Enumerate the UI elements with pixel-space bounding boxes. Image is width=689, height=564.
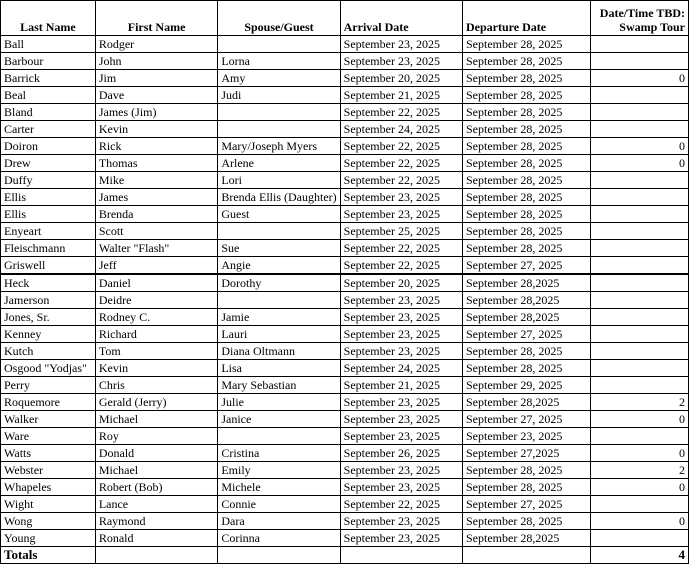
cell-swamp-tour[interactable]: 0 [591, 411, 689, 428]
totals-cell[interactable] [95, 547, 218, 564]
cell-last-name[interactable]: Jamerson [1, 292, 96, 309]
totals-cell[interactable] [463, 547, 591, 564]
cell-last-name[interactable]: Carter [1, 121, 96, 138]
cell-last-name[interactable]: Roquemore [1, 394, 96, 411]
col-header-first-name[interactable]: First Name [95, 1, 218, 36]
totals-cell[interactable] [218, 547, 340, 564]
cell-departure-date[interactable]: September 28, 2025 [463, 138, 591, 155]
cell-first-name[interactable]: Lance [95, 496, 218, 513]
cell-last-name[interactable]: Watts [1, 445, 96, 462]
col-header-last-name[interactable]: Last Name [1, 1, 96, 36]
cell-swamp-tour[interactable] [591, 172, 689, 189]
cell-departure-date[interactable]: September 28, 2025 [463, 53, 591, 70]
cell-first-name[interactable]: Donald [95, 445, 218, 462]
cell-last-name[interactable]: Beal [1, 87, 96, 104]
cell-last-name[interactable]: Kenney [1, 326, 96, 343]
cell-first-name[interactable]: Jim [95, 70, 218, 87]
cell-swamp-tour[interactable] [591, 104, 689, 121]
cell-arrival-date[interactable]: September 22, 2025 [340, 155, 462, 172]
cell-last-name[interactable]: Ellis [1, 206, 96, 223]
cell-spouse-guest[interactable]: Diana Oltmann [218, 343, 340, 360]
totals-swamp-tour[interactable]: 4 [591, 547, 689, 564]
cell-swamp-tour[interactable] [591, 223, 689, 240]
cell-last-name[interactable]: Walker [1, 411, 96, 428]
cell-first-name[interactable]: Daniel [95, 274, 218, 292]
cell-swamp-tour[interactable]: 2 [591, 394, 689, 411]
cell-first-name[interactable]: Tom [95, 343, 218, 360]
cell-arrival-date[interactable]: September 22, 2025 [340, 496, 462, 513]
cell-swamp-tour[interactable] [591, 360, 689, 377]
table-row [1, 155, 689, 172]
table-row [1, 53, 689, 70]
table-row [1, 240, 689, 257]
cell-spouse-guest[interactable]: Emily [218, 462, 340, 479]
cell-spouse-guest[interactable] [218, 36, 340, 53]
cell-first-name[interactable]: Robert (Bob) [95, 479, 218, 496]
col-header-spouse-guest[interactable]: Spouse/Guest [218, 1, 340, 36]
table-row [1, 274, 689, 292]
cell-arrival-date[interactable]: September 23, 2025 [340, 530, 462, 547]
cell-departure-date[interactable]: September 28,2025 [463, 530, 591, 547]
col-header-swamp-tour[interactable] [591, 1, 689, 36]
cell-swamp-tour[interactable]: 0 [591, 445, 689, 462]
cell-spouse-guest[interactable]: Lori [218, 172, 340, 189]
cell-swamp-tour[interactable] [591, 326, 689, 343]
cell-last-name[interactable]: Ball [1, 36, 96, 53]
cell-swamp-tour[interactable]: 0 [591, 155, 689, 172]
table-row [1, 479, 689, 496]
cell-first-name[interactable]: Ronald [95, 530, 218, 547]
table-row [1, 496, 689, 513]
table-row [1, 445, 689, 462]
cell-departure-date[interactable]: September 27, 2025 [463, 326, 591, 343]
cell-swamp-tour[interactable] [591, 377, 689, 394]
cell-arrival-date[interactable]: September 23, 2025 [340, 411, 462, 428]
cell-last-name[interactable]: Jones, Sr. [1, 309, 96, 326]
cell-last-name[interactable]: Duffy [1, 172, 96, 189]
cell-arrival-date[interactable]: September 24, 2025 [340, 121, 462, 138]
cell-spouse-guest[interactable]: Judi [218, 87, 340, 104]
cell-departure-date[interactable]: September 29, 2025 [463, 377, 591, 394]
cell-swamp-tour[interactable] [591, 87, 689, 104]
cell-arrival-date[interactable]: September 23, 2025 [340, 462, 462, 479]
header-row [1, 1, 689, 36]
col-header-departure-date[interactable]: Departure Date [463, 1, 591, 36]
cell-spouse-guest[interactable]: Janice [218, 411, 340, 428]
cell-swamp-tour[interactable] [591, 206, 689, 223]
cell-arrival-date[interactable]: September 23, 2025 [340, 206, 462, 223]
cell-first-name[interactable]: Roy [95, 428, 218, 445]
cell-first-name[interactable]: Dave [95, 87, 218, 104]
cell-last-name[interactable]: Ellis [1, 189, 96, 206]
cell-arrival-date[interactable]: September 20, 2025 [340, 70, 462, 87]
cell-swamp-tour[interactable] [591, 428, 689, 445]
cell-arrival-date[interactable]: September 21, 2025 [340, 377, 462, 394]
cell-first-name[interactable]: Chris [95, 377, 218, 394]
cell-departure-date[interactable]: September 28, 2025 [463, 479, 591, 496]
cell-departure-date[interactable]: September 28, 2025 [463, 223, 591, 240]
table-row [1, 394, 689, 411]
table-row [1, 70, 689, 87]
table-row [1, 121, 689, 138]
cell-spouse-guest[interactable]: Guest [218, 206, 340, 223]
cell-last-name[interactable]: Enyeart [1, 223, 96, 240]
cell-departure-date[interactable]: September 28, 2025 [463, 36, 591, 53]
cell-first-name[interactable]: Walter "Flash" [95, 240, 218, 257]
table-row [1, 377, 689, 394]
cell-departure-date[interactable]: September 28,2025 [463, 274, 591, 292]
cell-first-name[interactable]: Brenda [95, 206, 218, 223]
cell-swamp-tour[interactable] [591, 121, 689, 138]
cell-departure-date[interactable]: September 27, 2025 [463, 411, 591, 428]
cell-departure-date[interactable]: September 28, 2025 [463, 121, 591, 138]
cell-swamp-tour[interactable] [591, 292, 689, 309]
cell-spouse-guest[interactable]: Julie [218, 394, 340, 411]
cell-departure-date[interactable]: September 28, 2025 [463, 189, 591, 206]
cell-swamp-tour[interactable]: 0 [591, 70, 689, 87]
cell-swamp-tour[interactable] [591, 309, 689, 326]
cell-last-name[interactable]: Bland [1, 104, 96, 121]
cell-swamp-tour[interactable] [591, 274, 689, 292]
cell-spouse-guest[interactable]: Cristina [218, 445, 340, 462]
table-row [1, 189, 689, 206]
cell-swamp-tour[interactable] [591, 240, 689, 257]
cell-spouse-guest[interactable]: Dorothy [218, 274, 340, 292]
table-row [1, 292, 689, 309]
cell-last-name[interactable]: Barrick [1, 70, 96, 87]
cell-arrival-date[interactable]: September 23, 2025 [340, 343, 462, 360]
cell-departure-date[interactable]: September 27, 2025 [463, 496, 591, 513]
cell-arrival-date[interactable]: September 23, 2025 [340, 309, 462, 326]
cell-last-name[interactable]: Wight [1, 496, 96, 513]
cell-swamp-tour[interactable] [591, 53, 689, 70]
cell-departure-date[interactable]: September 28,2025 [463, 394, 591, 411]
cell-arrival-date[interactable]: September 23, 2025 [340, 513, 462, 530]
cell-last-name[interactable]: Webster [1, 462, 96, 479]
cell-spouse-guest[interactable]: Lauri [218, 326, 340, 343]
cell-arrival-date[interactable]: September 24, 2025 [340, 360, 462, 377]
totals-cell[interactable] [340, 547, 462, 564]
cell-first-name[interactable]: John [95, 53, 218, 70]
cell-spouse-guest[interactable]: Dara [218, 513, 340, 530]
table-row [1, 513, 689, 530]
cell-first-name[interactable]: Scott [95, 223, 218, 240]
cell-first-name[interactable]: Rodger [95, 36, 218, 53]
cell-first-name[interactable]: Gerald (Jerry) [95, 394, 218, 411]
cell-departure-date[interactable]: September 28, 2025 [463, 155, 591, 172]
cell-first-name[interactable]: James [95, 189, 218, 206]
cell-spouse-guest[interactable]: Brenda Ellis (Daughter) [218, 189, 340, 206]
cell-spouse-guest[interactable] [218, 223, 340, 240]
cell-departure-date[interactable]: September 28, 2025 [463, 206, 591, 223]
cell-last-name[interactable]: Ware [1, 428, 96, 445]
cell-departure-date[interactable]: September 28,2025 [463, 292, 591, 309]
cell-arrival-date[interactable]: September 21, 2025 [340, 87, 462, 104]
col-header-swamp-tour-line1: Date/Time TBD: [599, 6, 685, 20]
cell-first-name[interactable]: Thomas [95, 155, 218, 172]
cell-last-name[interactable]: Kutch [1, 343, 96, 360]
cell-first-name[interactable]: Jeff [95, 257, 218, 275]
cell-spouse-guest[interactable]: Michele [218, 479, 340, 496]
table-row [1, 530, 689, 547]
cell-arrival-date[interactable]: September 22, 2025 [340, 104, 462, 121]
table-row [1, 206, 689, 223]
table-row [1, 462, 689, 479]
table-row [1, 326, 689, 343]
cell-spouse-guest[interactable] [218, 104, 340, 121]
col-header-swamp-tour-line2: Swamp Tour [619, 20, 685, 34]
cell-last-name[interactable]: Heck [1, 274, 96, 292]
table-row [1, 343, 689, 360]
cell-departure-date[interactable]: September 28, 2025 [463, 343, 591, 360]
table-row [1, 104, 689, 121]
cell-arrival-date[interactable]: September 26, 2025 [340, 445, 462, 462]
table-row [1, 223, 689, 240]
cell-departure-date[interactable]: September 27, 2025 [463, 257, 591, 275]
cell-arrival-date[interactable]: September 23, 2025 [340, 53, 462, 70]
table-body [1, 36, 689, 547]
cell-swamp-tour[interactable] [591, 496, 689, 513]
cell-departure-date[interactable]: September 28, 2025 [463, 360, 591, 377]
cell-first-name[interactable]: Michael [95, 411, 218, 428]
cell-swamp-tour[interactable] [591, 530, 689, 547]
cell-last-name[interactable]: Griswell [1, 257, 96, 275]
cell-last-name[interactable]: Fleischmann [1, 240, 96, 257]
cell-swamp-tour[interactable]: 2 [591, 462, 689, 479]
cell-arrival-date[interactable]: September 23, 2025 [340, 292, 462, 309]
cell-departure-date[interactable]: September 28, 2025 [463, 87, 591, 104]
cell-arrival-date[interactable]: September 22, 2025 [340, 138, 462, 155]
cell-departure-date[interactable]: September 28,2025 [463, 309, 591, 326]
cell-last-name[interactable]: Wong [1, 513, 96, 530]
cell-last-name[interactable]: Whapeles [1, 479, 96, 496]
table-row [1, 360, 689, 377]
cell-swamp-tour[interactable]: 0 [591, 138, 689, 155]
cell-swamp-tour[interactable]: 0 [591, 479, 689, 496]
col-header-arrival-date[interactable]: Arrival Date [340, 1, 462, 36]
cell-spouse-guest[interactable] [218, 121, 340, 138]
cell-spouse-guest[interactable]: Sue [218, 240, 340, 257]
cell-swamp-tour[interactable]: 0 [591, 513, 689, 530]
cell-last-name[interactable]: Barbour [1, 53, 96, 70]
cell-arrival-date[interactable]: September 23, 2025 [340, 479, 462, 496]
cell-departure-date[interactable]: September 28, 2025 [463, 104, 591, 121]
totals-row [1, 547, 689, 564]
cell-first-name[interactable]: Richard [95, 326, 218, 343]
table-row [1, 36, 689, 53]
cell-first-name[interactable]: James (Jim) [95, 104, 218, 121]
cell-first-name[interactable]: Raymond [95, 513, 218, 530]
cell-arrival-date[interactable]: September 25, 2025 [340, 223, 462, 240]
cell-spouse-guest[interactable]: Jamie [218, 309, 340, 326]
cell-last-name[interactable]: Young [1, 530, 96, 547]
cell-swamp-tour[interactable] [591, 189, 689, 206]
cell-spouse-guest[interactable]: Lisa [218, 360, 340, 377]
cell-arrival-date[interactable]: September 23, 2025 [340, 36, 462, 53]
cell-first-name[interactable]: Deidre [95, 292, 218, 309]
cell-last-name[interactable]: Drew [1, 155, 96, 172]
cell-departure-date[interactable]: September 27,2025 [463, 445, 591, 462]
table-row [1, 309, 689, 326]
cell-arrival-date[interactable]: September 22, 2025 [340, 172, 462, 189]
cell-arrival-date[interactable]: September 23, 2025 [340, 394, 462, 411]
cell-spouse-guest[interactable]: Amy [218, 70, 340, 87]
table-row [1, 172, 689, 189]
cell-spouse-guest[interactable]: Mary/Joseph Myers [218, 138, 340, 155]
cell-departure-date[interactable]: September 28, 2025 [463, 462, 591, 479]
cell-first-name[interactable]: Rick [95, 138, 218, 155]
cell-arrival-date[interactable]: September 22, 2025 [340, 257, 462, 275]
cell-departure-date[interactable]: September 28, 2025 [463, 70, 591, 87]
table-row [1, 257, 689, 275]
cell-spouse-guest[interactable]: Angie [218, 257, 340, 275]
cell-first-name[interactable]: Kevin [95, 121, 218, 138]
cell-arrival-date[interactable]: September 20, 2025 [340, 274, 462, 292]
cell-departure-date[interactable]: September 23, 2025 [463, 428, 591, 445]
cell-last-name[interactable]: Osgood "Yodjas" [1, 360, 96, 377]
cell-swamp-tour[interactable] [591, 257, 689, 275]
cell-first-name[interactable]: Kevin [95, 360, 218, 377]
cell-arrival-date[interactable]: September 23, 2025 [340, 189, 462, 206]
cell-spouse-guest[interactable] [218, 428, 340, 445]
cell-departure-date[interactable]: September 28, 2025 [463, 172, 591, 189]
cell-departure-date[interactable]: September 28, 2025 [463, 513, 591, 530]
cell-spouse-guest[interactable]: Connie [218, 496, 340, 513]
cell-swamp-tour[interactable] [591, 343, 689, 360]
cell-arrival-date[interactable]: September 22, 2025 [340, 240, 462, 257]
table-row [1, 87, 689, 104]
cell-swamp-tour[interactable] [591, 36, 689, 53]
cell-first-name[interactable]: Mike [95, 172, 218, 189]
table-row [1, 428, 689, 445]
cell-arrival-date[interactable]: September 23, 2025 [340, 428, 462, 445]
table-row [1, 138, 689, 155]
cell-spouse-guest[interactable]: Mary Sebastian [218, 377, 340, 394]
cell-spouse-guest[interactable]: Arlene [218, 155, 340, 172]
cell-spouse-guest[interactable]: Corinna [218, 530, 340, 547]
cell-last-name[interactable]: Perry [1, 377, 96, 394]
cell-last-name[interactable]: Doiron [1, 138, 96, 155]
table-row [1, 411, 689, 428]
cell-departure-date[interactable]: September 28, 2025 [463, 240, 591, 257]
cell-first-name[interactable]: Michael [95, 462, 218, 479]
totals-label[interactable]: Totals [1, 547, 96, 564]
cell-arrival-date[interactable]: September 23, 2025 [340, 326, 462, 343]
cell-spouse-guest[interactable]: Lorna [218, 53, 340, 70]
cell-spouse-guest[interactable] [218, 292, 340, 309]
cell-first-name[interactable]: Rodney C. [95, 309, 218, 326]
